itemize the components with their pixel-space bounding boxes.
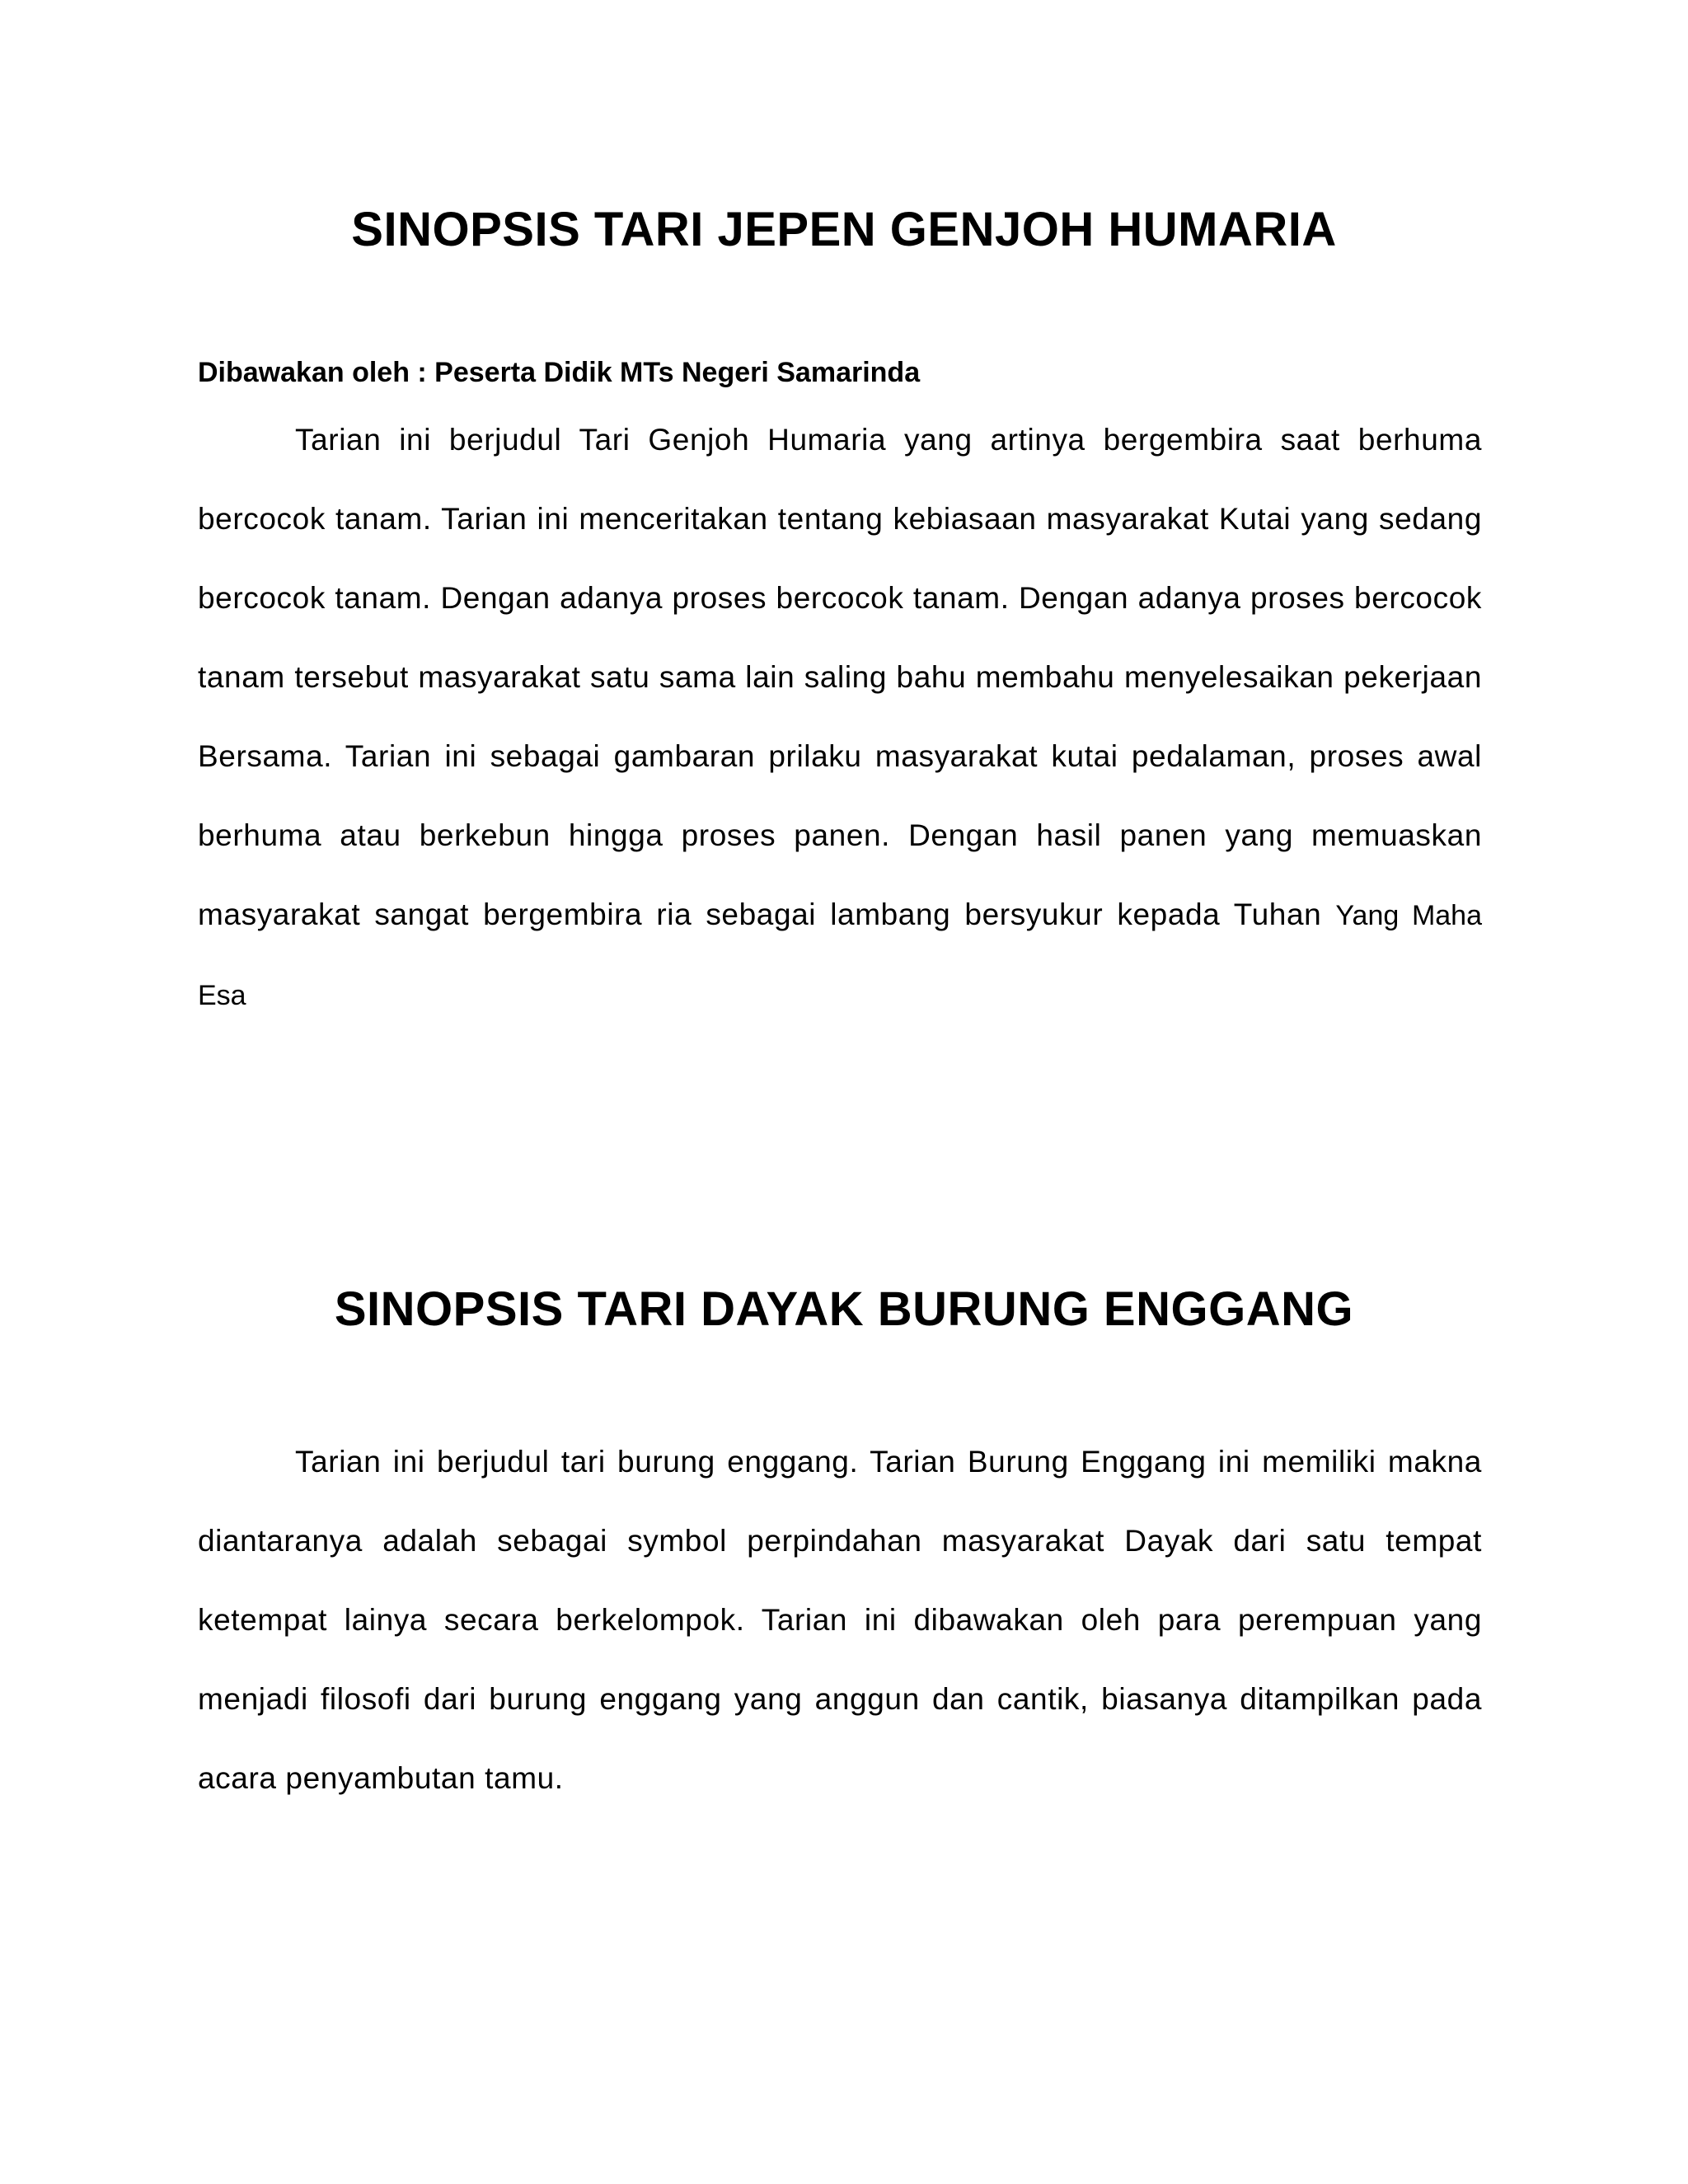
section-1-paragraph-main: Tarian ini berjudul Tari Genjoh Humaria yang artinya bergembira saat berhuma bercocok tanam. Tarian ini menceritakan tentang kebiasaan masyarakat Kutai yang sedang bercocok tanam. Dengan adanya proses bercocok tanam. Dengan adanya proses bercocok tanam tersebut masyarakat satu sama lain saling bahu membahu menyelesaikan pekerjaan Bersama. Tarian ini sebagai gambaran prilaku masyarakat kutai pedalaman, proses awal berhuma atau berkebun hingga proses panen. Dengan hasil panen yang memuaskan masyarakat sangat bergembira ria sebagai lambang bersyukur kepada Tuhan: [198, 423, 1482, 931]
section-1-title: SINOPSIS TARI JEPEN GENJOH HUMARIA: [351, 203, 1337, 256]
section-1-byline: Dibawakan oleh : Peserta Didik MTs Negeri Samarinda: [198, 357, 921, 388]
section-2-title: SINOPSIS TARI DAYAK BURUNG ENGGANG: [334, 1282, 1354, 1336]
section-1-paragraph-tail: Yang Maha Esa: [198, 900, 1482, 1011]
section-2-paragraph: Tarian ini berjudul tari burung enggang. Tarian Burung Enggang ini memiliki makna diantaranya adalah sebagai symbol perpindahan masyarakat Dayak dari satu tempat ketempat lainya secara berkelompok. Tarian ini dibawakan oleh para perempuan yang menjadi filosofi dari burung enggang yang anggun dan cantik, biasanya ditampilkan pada acara penyambutan tamu.: [198, 1445, 1482, 1795]
section-1-paragraph: [198, 401, 1482, 1035]
